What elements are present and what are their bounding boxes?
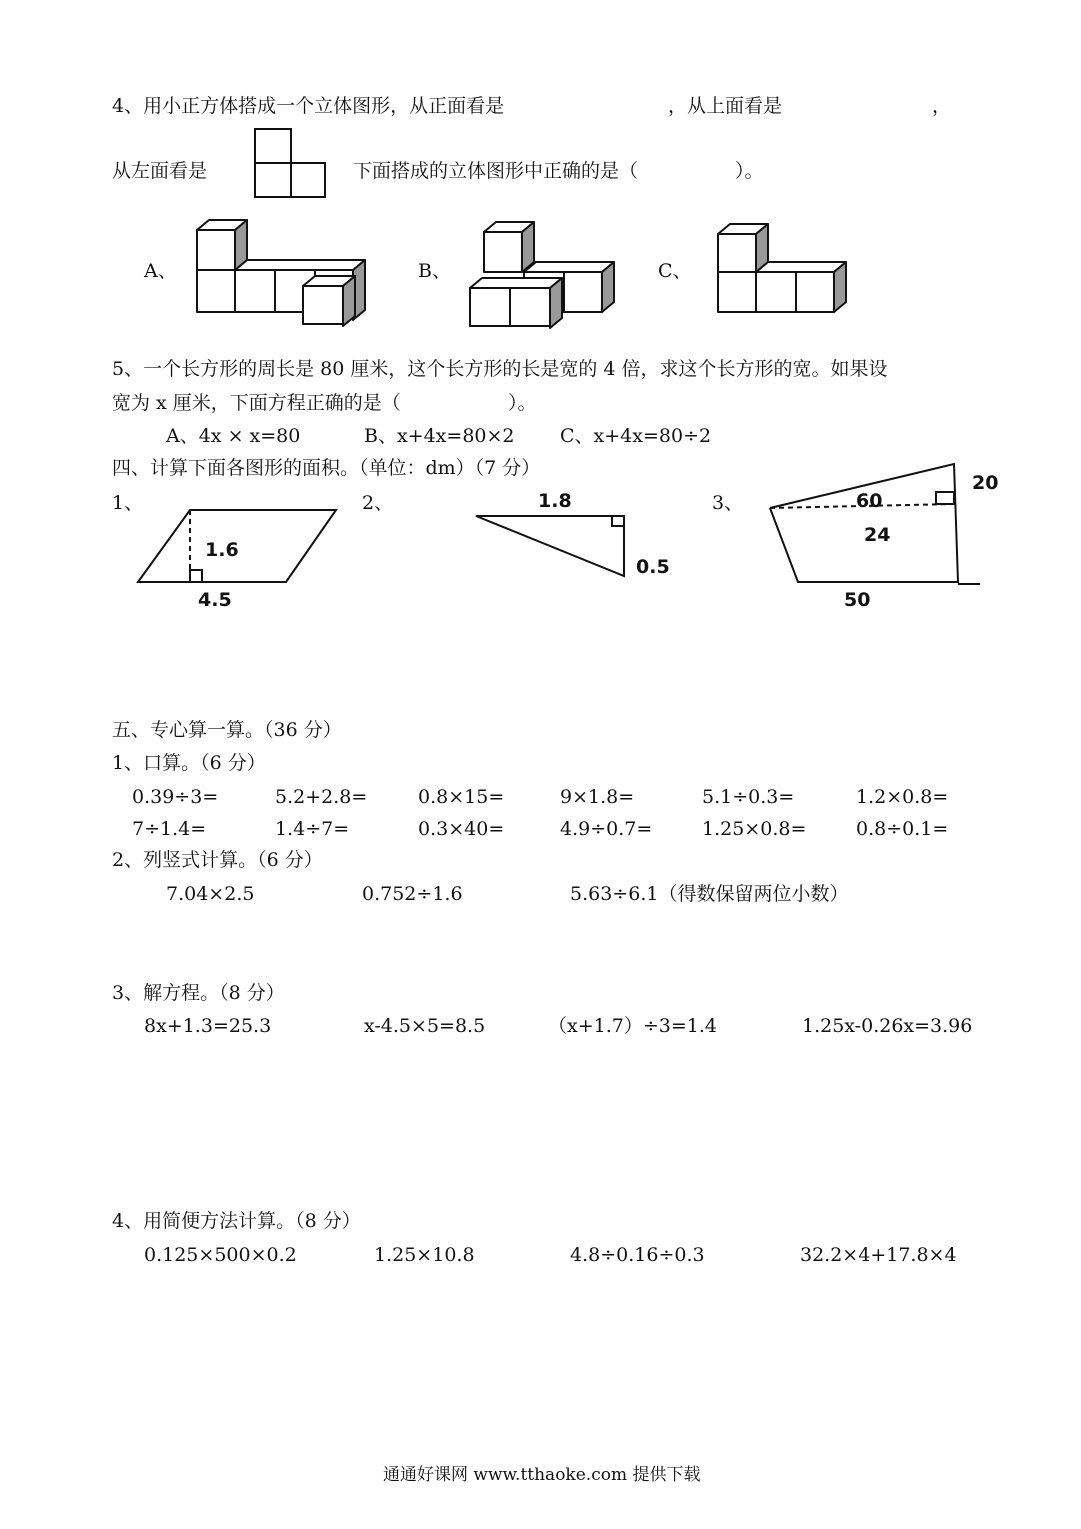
triangle-height-label: 0.5	[636, 556, 670, 578]
option-c-cubes	[716, 222, 850, 316]
equation-item: x-4.5×5=8.5	[364, 1015, 486, 1037]
oral-calc-item: 5.1÷0.3=	[702, 786, 795, 808]
quad-height-label: 24	[864, 524, 891, 546]
q5-line2a: 宽为 x 厘米，下面方程正确的是（	[112, 392, 401, 414]
part1-title: 1、口算。（6 分）	[112, 752, 266, 774]
option-c-label: C、	[658, 260, 692, 282]
oral-calc-item: 1.25×0.8=	[702, 818, 807, 840]
oral-calc-item: 4.9÷0.7=	[560, 818, 653, 840]
simplify-item: 4.8÷0.16÷0.3	[570, 1244, 705, 1266]
oral-calc-item: 7÷1.4=	[132, 818, 207, 840]
simplify-item: 0.125×500×0.2	[144, 1244, 297, 1266]
oral-calc-item: 0.8×15=	[418, 786, 505, 808]
q4-text-line2c: ）。	[735, 160, 764, 182]
q5-option-b: B、x+4x=80×2	[364, 425, 515, 447]
simplify-item: 32.2×4+17.8×4	[800, 1244, 957, 1266]
oral-calc-item: 0.3×40=	[418, 818, 505, 840]
triangle-base-label: 1.8	[538, 490, 572, 512]
equation-item: （x+1.7）÷3=1.4	[548, 1015, 717, 1037]
option-b-cubes	[468, 218, 618, 330]
q5-option-a: A、4x × x=80	[166, 425, 301, 447]
q5-line2b: ）。	[508, 392, 537, 414]
vertical-calc-item: 7.04×2.5	[166, 883, 255, 905]
parallelogram-base-label: 4.5	[198, 589, 232, 611]
part3-title: 3、解方程。（8 分）	[112, 982, 285, 1004]
equation-item: 8x+1.3=25.3	[144, 1015, 272, 1037]
footer-text: 通通好课网 www.tthaoke.com 提供下载	[383, 1465, 701, 1485]
part2-title: 2、列竖式计算。（6 分）	[112, 849, 323, 871]
q4-text-line1a: 4、用小正方体搭成一个立体图形，从正面看是	[112, 95, 505, 117]
q5-option-c: C、x+4x=80÷2	[560, 425, 712, 447]
oral-calc-item: 9×1.8=	[560, 786, 635, 808]
oral-calc-item: 0.8÷0.1=	[856, 818, 949, 840]
q4-text-line1b: ，从上面看是	[668, 95, 783, 117]
section4-title: 四、计算下面各图形的面积。（单位：dm）（7 分）	[112, 457, 541, 479]
section5-title: 五、专心算一算。（36 分）	[112, 719, 342, 741]
quad-top-label: 60	[856, 490, 883, 512]
vertical-calc-item: 5.63÷6.1（得数保留两位小数）	[570, 883, 849, 905]
quad-base-label: 50	[844, 589, 871, 611]
triangle-figure	[474, 512, 628, 580]
vertical-calc-item: 0.752÷1.6	[362, 883, 463, 905]
q4-text-line1c: ，	[932, 95, 952, 117]
parallelogram-height-label: 1.6	[205, 539, 239, 561]
option-b-label: B、	[418, 260, 451, 282]
option-a-cubes	[195, 218, 373, 328]
part4-title: 4、用简便方法计算。（8 分）	[112, 1210, 361, 1232]
equation-item: 1.25x-0.26x=3.96	[802, 1015, 973, 1037]
figure2-number: 2、	[362, 492, 394, 514]
oral-calc-item: 1.4÷7=	[275, 818, 350, 840]
simplify-item: 1.25×10.8	[374, 1244, 475, 1266]
oral-calc-item: 0.39÷3=	[132, 786, 219, 808]
quad-side-label: 20	[972, 472, 999, 494]
figure1-number: 1、	[112, 492, 144, 514]
figure3-number: 3、	[712, 492, 744, 514]
q4-text-line2b: 下面搭成的立体图形中正确的是（	[353, 160, 639, 182]
left-view-figure	[254, 128, 328, 200]
option-a-label: A、	[144, 260, 177, 282]
oral-calc-item: 5.2+2.8=	[275, 786, 368, 808]
q5-line1: 5、一个长方形的周长是 80 厘米，这个长方形的长是宽的 4 倍，求这个长方形的宽。如果设	[112, 358, 888, 380]
oral-calc-item: 1.2×0.8=	[856, 786, 949, 808]
q4-text-line2a: 从左面看是	[112, 160, 208, 182]
